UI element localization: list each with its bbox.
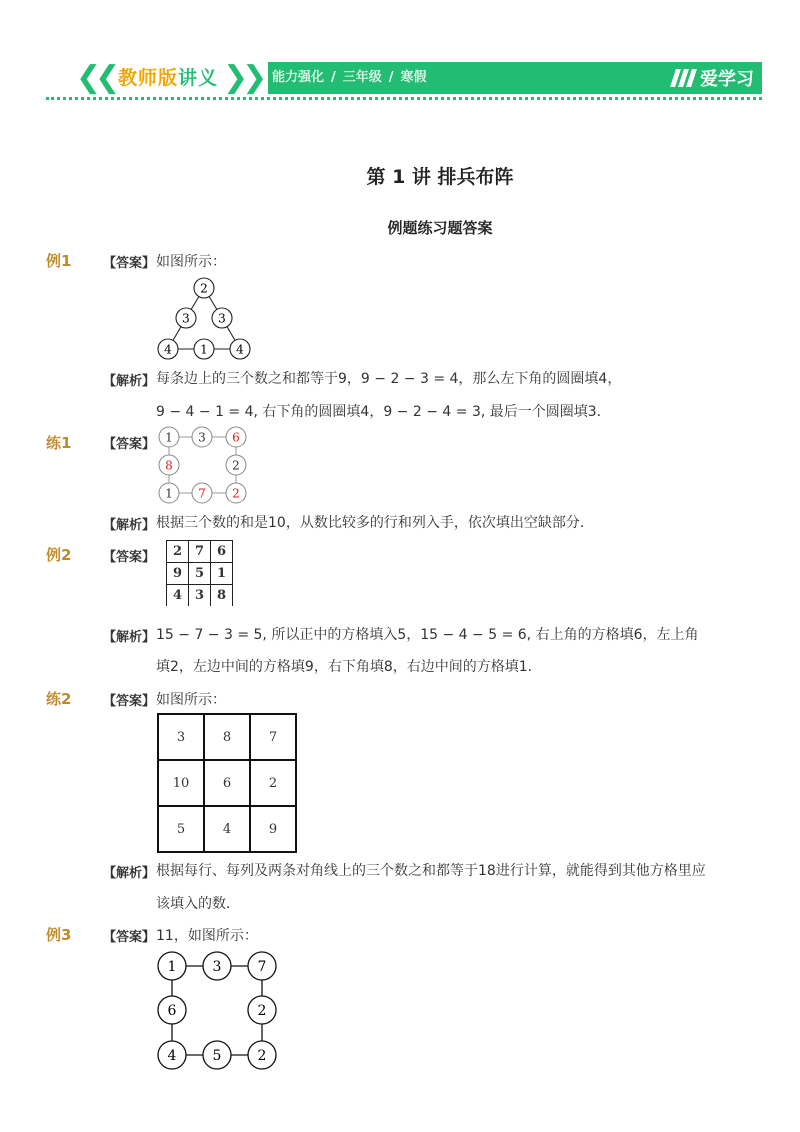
header-title-b: 讲义	[178, 67, 219, 89]
svg-text:4: 4	[167, 1048, 177, 1064]
pr2-answer-text: 如图所示：	[156, 692, 226, 708]
pr2-analysis-line2: 该填入的数．	[156, 896, 240, 912]
svg-text:4: 4	[164, 342, 172, 357]
pr2-magic-square	[157, 713, 297, 853]
pr1-square-diagram	[150, 422, 260, 510]
chevron-right-icon: ❯❯	[223, 60, 262, 95]
svg-text:3: 3	[218, 311, 226, 326]
ex2-analysis-tag: 【解析】	[103, 630, 156, 645]
ex3-square-diagram	[150, 948, 290, 1074]
pr1-answer-tag: 【答案】	[103, 437, 156, 452]
square-node-filled	[226, 483, 246, 503]
ex2-answer-tag: 【答案】	[103, 550, 156, 565]
table-row	[167, 585, 233, 607]
square-node-filled	[192, 483, 212, 503]
pr2-label: 练2	[46, 690, 72, 708]
grid-cell: 5	[189, 563, 211, 585]
grid-cell: 8	[204, 714, 250, 760]
svg-text:3: 3	[182, 311, 190, 326]
pr1-analysis: 根据三个数的和是10，从数比较多的行和列入手，依次填出空缺部分．	[156, 515, 594, 531]
ex1-answer-text: 如图所示：	[156, 254, 226, 270]
table-row	[167, 563, 233, 585]
square-node	[192, 427, 212, 447]
brand-logo	[673, 62, 754, 94]
ex1-answer-tag: 【答案】	[103, 256, 156, 271]
svg-text:1: 1	[165, 430, 173, 445]
header-title-a: 教师版	[118, 67, 179, 89]
header-banner	[46, 62, 762, 94]
square-node	[248, 952, 276, 980]
lecture-title: 第 1 讲 排兵布阵	[366, 166, 514, 188]
triangle-node	[212, 308, 232, 328]
grid-cell: 7	[250, 714, 296, 760]
ex2-analysis-line2: 填2，左边中间的方格填9，右下角填8，右边中间的方格填1．	[156, 659, 542, 675]
grid-cell: 3	[189, 585, 211, 607]
breadcrumb-item: 能力强化	[272, 70, 325, 85]
square-node	[158, 996, 186, 1024]
svg-text:2: 2	[200, 281, 208, 296]
grid-cell: 5	[158, 806, 204, 852]
table-row	[158, 760, 296, 806]
svg-text:1: 1	[200, 342, 208, 357]
breadcrumb	[272, 62, 427, 94]
grid-cell: 8	[211, 585, 233, 607]
svg-text:3: 3	[212, 959, 222, 975]
grid-cell: 10	[158, 760, 204, 806]
chevron-left-icon: ❮❮	[76, 60, 115, 95]
square-node-filled	[226, 427, 246, 447]
square-node	[203, 1041, 231, 1069]
grid-cell: 9	[167, 563, 189, 585]
ex3-answer-text: 11，如图所示：	[156, 928, 258, 944]
pr2-analysis-tag: 【解析】	[103, 866, 156, 881]
grid-cell: 6	[211, 541, 233, 563]
header-divider	[46, 97, 762, 100]
grid-cell: 4	[167, 585, 189, 607]
ex2-label: 例2	[46, 546, 72, 564]
grid-cell: 2	[167, 541, 189, 563]
svg-text:1: 1	[165, 486, 173, 501]
grid-cell: 4	[204, 806, 250, 852]
breadcrumb-separator: /	[388, 70, 394, 85]
svg-text:6: 6	[232, 430, 240, 445]
svg-text:7: 7	[198, 486, 206, 501]
ex3-label: 例3	[46, 926, 72, 944]
svg-text:5: 5	[212, 1048, 222, 1064]
ex2-magic-square	[166, 540, 233, 606]
svg-text:8: 8	[165, 458, 173, 473]
table-row	[158, 806, 296, 852]
svg-text:3: 3	[198, 430, 206, 445]
triangle-node	[158, 339, 178, 359]
grid-cell: 6	[204, 760, 250, 806]
square-node	[226, 455, 246, 475]
square-node	[158, 1041, 186, 1069]
brand-mark-icon	[673, 69, 694, 87]
triangle-node	[194, 278, 214, 298]
ex1-triangle-diagram	[150, 272, 260, 364]
svg-text:4: 4	[236, 342, 244, 357]
square-node-filled	[159, 455, 179, 475]
ex2-analysis-line1: 15 − 7 − 3 = 5, 所以正中的方格填入5，15 − 4 − 5 = 6, 右上角的方格填6，左上角	[156, 627, 699, 643]
grid-cell: 3	[158, 714, 204, 760]
grid-cell: 1	[211, 563, 233, 585]
grid-cell: 7	[189, 541, 211, 563]
header-title	[118, 62, 218, 94]
pr1-label: 练1	[46, 434, 72, 452]
breadcrumb-item: 寒假	[400, 70, 427, 85]
pr1-analysis-tag: 【解析】	[103, 518, 156, 533]
square-node	[158, 952, 186, 980]
ex1-analysis-line1: 每条边上的三个数之和都等于9，9 − 2 − 3 = 4，那么左下角的圆圈填4，	[156, 371, 622, 387]
section-title: 例题练习题答案	[387, 219, 493, 237]
triangle-node	[230, 339, 250, 359]
breadcrumb-separator: /	[331, 70, 336, 85]
ex1-label: 例1	[46, 252, 72, 270]
svg-text:2: 2	[257, 1048, 267, 1064]
square-node	[248, 1041, 276, 1069]
pr2-answer-tag: 【答案】	[103, 694, 156, 709]
ex1-analysis-line2: 9 − 4 − 1 = 4, 右下角的圆圈填4，9 − 2 − 4 = 3, 最后一个圆圈填3．	[156, 404, 611, 420]
brand-name: 爱学习	[700, 69, 754, 90]
breadcrumb-item: 三年级	[342, 70, 382, 85]
square-node	[248, 996, 276, 1024]
table-row	[158, 714, 296, 760]
svg-text:2: 2	[232, 458, 240, 473]
square-node	[159, 483, 179, 503]
table-row	[167, 541, 233, 563]
grid-cell: 2	[250, 760, 296, 806]
svg-text:6: 6	[167, 1003, 177, 1019]
svg-text:2: 2	[232, 486, 240, 501]
svg-text:1: 1	[167, 959, 177, 975]
svg-text:7: 7	[257, 959, 267, 975]
pr2-analysis-line1: 根据每行、每列及两条对角线上的三个数之和都等于18进行计算，就能得到其他方格里应	[156, 863, 706, 879]
triangle-node	[194, 339, 214, 359]
ex1-analysis-tag: 【解析】	[103, 374, 156, 389]
svg-text:2: 2	[257, 1003, 267, 1019]
ex3-answer-tag: 【答案】	[103, 930, 156, 945]
square-node	[159, 427, 179, 447]
square-node	[203, 952, 231, 980]
header-title-area	[46, 62, 268, 94]
grid-cell: 9	[250, 806, 296, 852]
triangle-node	[176, 308, 196, 328]
